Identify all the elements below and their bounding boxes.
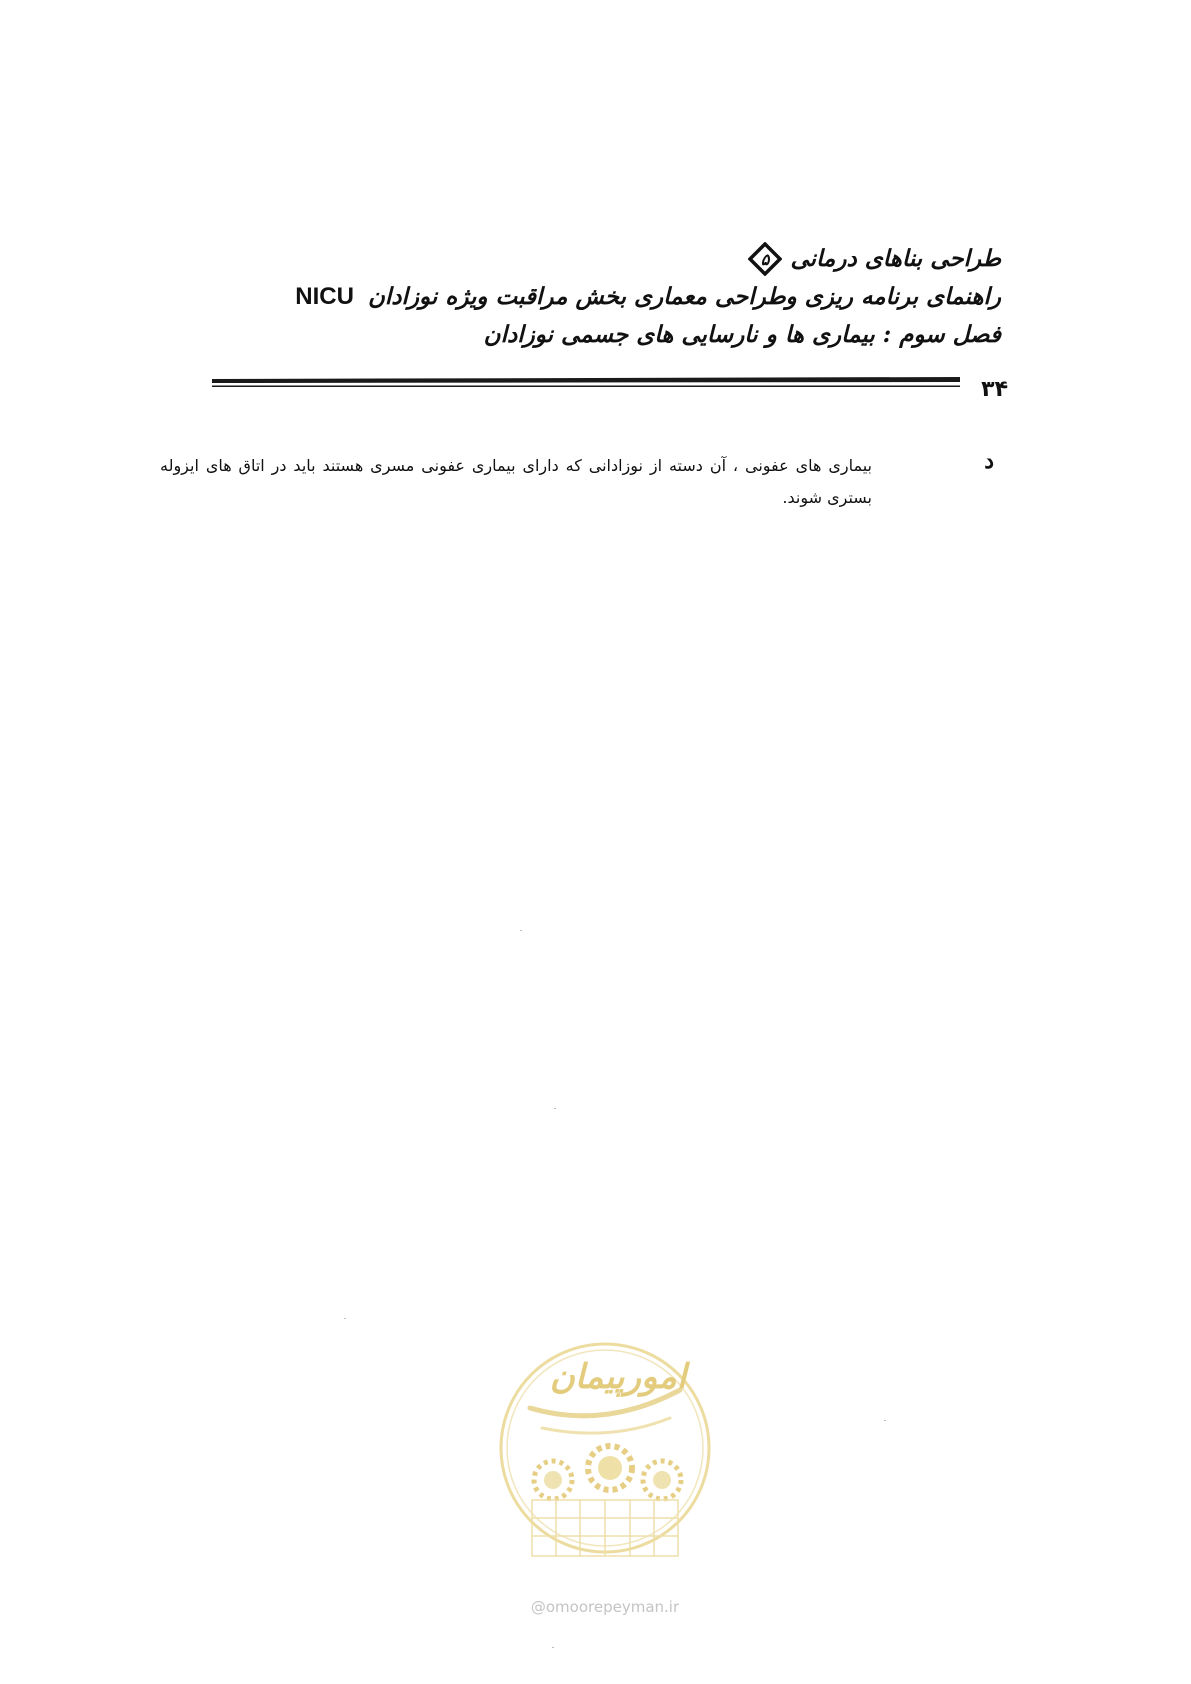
scan-speck	[552, 1647, 554, 1648]
scan-speck	[344, 1318, 346, 1319]
watermark-logo	[490, 1330, 720, 1630]
header-guide-title	[281, 278, 1001, 316]
page-number: ۳۴	[981, 377, 1008, 402]
series-number-badge-icon	[748, 242, 782, 276]
header-chapter-title: فصل سوم : بیماری ها و نارسایی های جسمی نوزادان	[483, 321, 1001, 348]
watermark-url: @omoorepeyman.ir	[530, 1598, 680, 1616]
scan-speck	[554, 1108, 556, 1109]
guide-title-text: راهنمای برنامه ریزی وطراحی معماری بخش مراقبت ویژه نوزادان	[367, 283, 1001, 310]
header-divider-rule	[212, 376, 960, 388]
watermark-logo-text: امورپیمان	[549, 1357, 687, 1397]
list-item-marker: د	[984, 448, 994, 474]
scan-speck	[520, 930, 522, 931]
document-header	[281, 240, 1001, 354]
watermark-emblem-icon	[490, 1330, 720, 1595]
header-series-title	[281, 240, 1001, 278]
series-title-text: طراحی بناهای درمانی	[790, 245, 1001, 272]
series-number: ۵	[761, 250, 770, 269]
scan-speck	[884, 1420, 886, 1421]
guide-title-abbrev: NICU	[295, 283, 354, 310]
body-paragraph: بیماری های عفونی ، آن دسته از نوزادانی که دارای بیماری عفونی مسری هستند باید در اتاق های ایزوله بستری شوند.	[160, 456, 872, 507]
